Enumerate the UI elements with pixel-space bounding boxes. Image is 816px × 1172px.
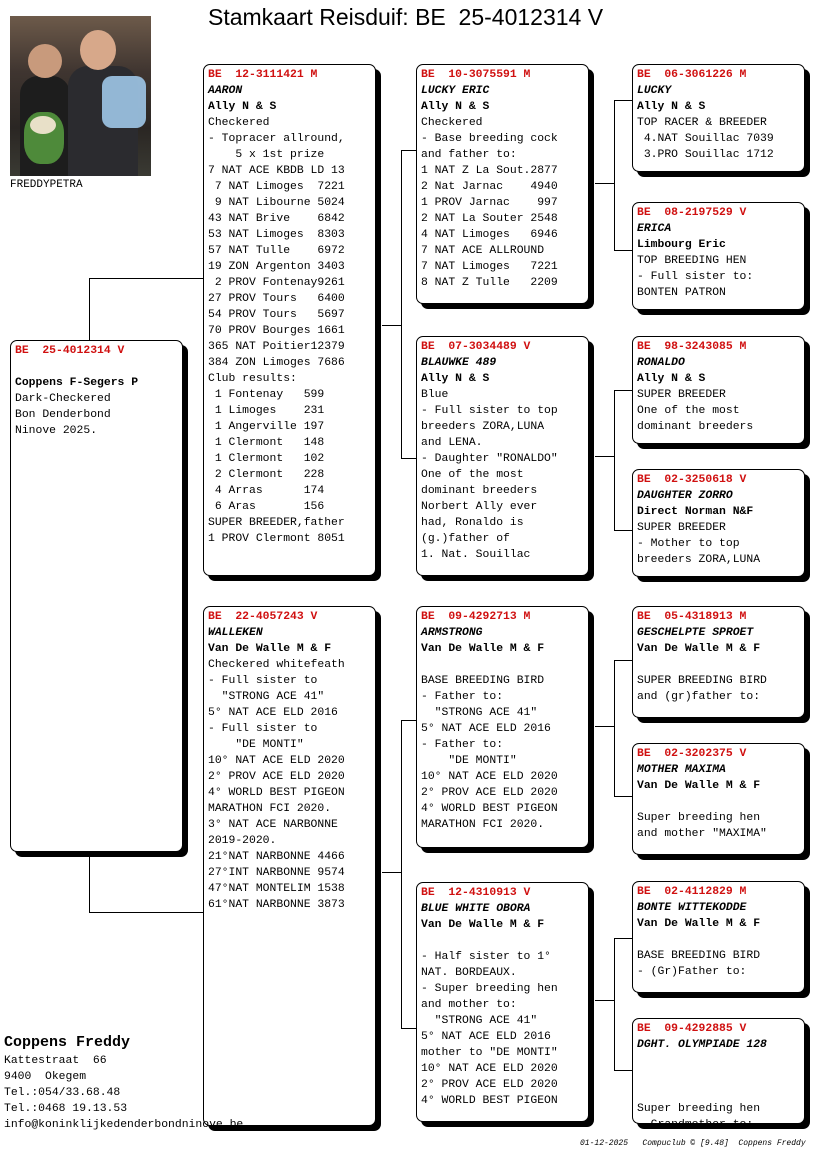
pedigree-line: and (gr)father to:: [637, 691, 761, 703]
ring-number: BE 09-4292713 M: [421, 611, 531, 623]
pedigree-line: One of the most: [637, 405, 740, 417]
pigeon-name: MOTHER MAXIMA: [637, 764, 726, 776]
pedigree-line: dominant breeders: [421, 485, 538, 497]
breeder-name: Ally N & S: [637, 101, 706, 113]
pedigree-line: - Full sister to: [208, 675, 318, 687]
pedigree-line: 7 NAT ACE KBDB LD 13: [208, 165, 345, 177]
pedigree-line: [421, 933, 584, 949]
connector-line: [89, 912, 205, 913]
connector-line: [614, 660, 615, 796]
pedigree-line: 1 NAT Z La Sout.2877: [421, 165, 558, 177]
owner-email[interactable]: info@koninklijkedenderbondninove.be: [4, 1119, 244, 1131]
pigeon-name: [15, 359, 178, 375]
pedigree-line: 7 NAT ACE ALLROUND: [421, 245, 545, 257]
pedigree-line: Checkered: [421, 117, 483, 129]
pedigree-line: TOP RACER & BREEDER: [637, 117, 767, 129]
pedigree-line: and father to:: [421, 149, 517, 161]
pedigree-line: Checkered whitefeath: [208, 659, 345, 671]
pedigree-line: 4 Arras 174: [208, 485, 325, 497]
pigeon-name: LUCKY ERIC: [421, 85, 490, 97]
pigeon-name: ARMSTRONG: [421, 627, 483, 639]
pigeon-name: DAUGHTER ZORRO: [637, 490, 733, 502]
breeder-name: Ally N & S: [421, 101, 490, 113]
pedigree-line: - Daughter "RONALDO": [421, 453, 558, 465]
pigeon-card-dam-dam-sire: [632, 881, 805, 993]
pedigree-line: "STRONG ACE 41": [421, 707, 538, 719]
pedigree-line: 2 NAT La Souter 2548: [421, 213, 558, 225]
connector-line: [401, 720, 402, 1028]
pedigree-line: Checkered: [208, 117, 270, 129]
pedigree-line: 1 PROV Clermont 8051: [208, 533, 345, 545]
pedigree-line: TOP BREEDING HEN: [637, 255, 747, 267]
ring-number: BE 02-4112829 M: [637, 886, 747, 898]
owner-mobile: Tel.:0468 19.13.53: [4, 1103, 128, 1115]
pedigree-line: 3° NAT ACE NARBONNE: [208, 819, 338, 831]
pigeon-card-sire-sire: [416, 64, 589, 304]
pigeon-name: LUCKY: [637, 85, 672, 97]
breeder-name: Van De Walle M & F: [421, 643, 545, 655]
pedigree-line: "STRONG ACE 41": [208, 691, 325, 703]
pedigree-line: BASE BREEDING BIRD: [637, 950, 761, 962]
pedigree-line: [421, 657, 584, 673]
pedigree-line: 1 Angerville 197: [208, 421, 325, 433]
pedigree-line: and mother to:: [421, 999, 517, 1011]
pedigree-line: 19 ZON Argenton 3403: [208, 261, 345, 273]
connector-line: [614, 530, 634, 531]
pedigree-line: NAT. BORDEAUX.: [421, 967, 517, 979]
connector-line: [595, 1000, 615, 1001]
pedigree-line: SUPER BREEDER: [637, 389, 726, 401]
owner-address-city: 9400 Okegem: [4, 1071, 87, 1083]
ring-number: BE 22-4057243 V: [208, 611, 318, 623]
pedigree-line: 5 x 1st prize: [208, 149, 325, 161]
pedigree-line: 4° WORLD BEST PIGEON: [421, 803, 558, 815]
pedigree-line: "STRONG ACE 41": [421, 1015, 538, 1027]
breeder-name: Limbourg Eric: [637, 239, 726, 251]
pedigree-line: BASE BREEDING BIRD: [421, 675, 545, 687]
pedigree-line: MARATHON FCI 2020.: [208, 803, 332, 815]
connector-line: [614, 938, 634, 939]
ring-number: BE 06-3061226 M: [637, 69, 747, 81]
pigeon-name: RONALDO: [637, 357, 685, 369]
connector-line: [614, 660, 634, 661]
pedigree-line: 2019-2020.: [208, 835, 277, 847]
breeder-name: Van De Walle M & F: [421, 919, 545, 931]
connector-line: [89, 278, 205, 279]
pedigree-line: - Father to:: [421, 739, 504, 751]
pedigree-line: 8 NAT Z Tulle 2209: [421, 277, 558, 289]
connector-line: [595, 726, 615, 727]
pedigree-line: - Grandmother to:: [637, 1119, 754, 1131]
pedigree-line: 7 NAT Limoges 7221: [208, 181, 345, 193]
pigeon-card-dam-sire-dam: [632, 743, 805, 855]
pedigree-line: - Half sister to 1°: [421, 951, 551, 963]
pedigree-line: 61°NAT NARBONNE 3873: [208, 899, 345, 911]
connector-line: [595, 183, 615, 184]
ring-number: BE 02-3202375 V: [637, 748, 747, 760]
pedigree-line: BONTEN PATRON: [637, 287, 726, 299]
pedigree-line: - Father to:: [421, 691, 504, 703]
connector-line: [89, 852, 90, 912]
pedigree-line: 2° PROV ACE ELD 2020: [421, 787, 558, 799]
pedigree-line: Super breeding hen: [637, 812, 761, 824]
pedigree-line: 54 PROV Tours 5697: [208, 309, 345, 321]
pedigree-line: - Topracer allround,: [208, 133, 345, 145]
pedigree-line: 70 PROV Bourges 1661: [208, 325, 345, 337]
connector-line: [614, 390, 615, 530]
pedigree-line: 4° WORLD BEST PIGEON: [421, 1095, 558, 1107]
pedigree-line: breeders ZORA,LUNA: [421, 421, 545, 433]
pedigree-line: (g.)father of: [421, 533, 510, 545]
breeder-name: Ally N & S: [421, 373, 490, 385]
ring-number: BE 98-3243085 M: [637, 341, 747, 353]
pedigree-line: 1 Fontenay 599: [208, 389, 325, 401]
breeder-name: [637, 1053, 800, 1069]
owner-name: Coppens Freddy: [4, 1034, 131, 1051]
owner-contact-block: [4, 1034, 243, 1133]
ring-number: BE 25-4012314 V: [15, 345, 125, 357]
pedigree-line: SUPER BREEDER,father: [208, 517, 345, 529]
pedigree-line: 2° PROV ACE ELD 2020: [208, 771, 345, 783]
connector-line: [595, 456, 615, 457]
pedigree-line: "DE MONTI": [208, 739, 304, 751]
pedigree-line: 5° NAT ACE ELD 2016: [421, 723, 551, 735]
pedigree-line: SUPER BREEDER: [637, 522, 726, 534]
pedigree-line: 384 ZON Limoges 7686: [208, 357, 345, 369]
ring-number: BE 02-3250618 V: [637, 474, 747, 486]
connector-line: [614, 796, 634, 797]
pedigree-line: breeders ZORA,LUNA: [637, 554, 761, 566]
pedigree-line: Norbert Ally ever: [421, 501, 538, 513]
pedigree-line: 10° NAT ACE ELD 2020: [421, 1063, 558, 1075]
pedigree-line: - Mother to top: [637, 538, 740, 550]
pigeon-name: ERICA: [637, 223, 672, 235]
pigeon-name: BONTE WITTEKODDE: [637, 902, 747, 914]
owner-address-street: Kattestraat 66: [4, 1055, 107, 1067]
pedigree-line: 1 Clermont 102: [208, 453, 325, 465]
breeder-name: Ally N & S: [208, 101, 277, 113]
pedigree-line: 53 NAT Limoges 8303: [208, 229, 345, 241]
footer-credits: 01-12-2025 Compuclub © [9.48] Coppens Freddy: [580, 1139, 806, 1148]
pedigree-line: [637, 932, 800, 948]
pedigree-line: SUPER BREEDING BIRD: [637, 675, 767, 687]
breeder-name: Van De Walle M & F: [637, 780, 761, 792]
pedigree-line: 1 Clermont 148: [208, 437, 325, 449]
pedigree-line: 43 NAT Brive 6842: [208, 213, 345, 225]
pedigree-line: 365 NAT Poitier12379: [208, 341, 345, 353]
pedigree-line: 1. Nat. Souillac: [421, 549, 531, 561]
pedigree-line: Bon Denderbond: [15, 409, 111, 421]
pedigree-line: 10° NAT ACE ELD 2020: [208, 755, 345, 767]
pedigree-line: and LENA.: [421, 437, 483, 449]
pigeon-name: AARON: [208, 85, 243, 97]
ring-number: BE 07-3034489 V: [421, 341, 531, 353]
pedigree-line: mother to "DE MONTI": [421, 1047, 558, 1059]
pedigree-line: - (Gr)Father to:: [637, 966, 747, 978]
pedigree-line: Super breeding hen: [637, 1103, 761, 1115]
pedigree-line: [637, 1069, 800, 1085]
photo-caption: FREDDYPETRA: [10, 179, 83, 191]
pigeon-name: WALLEKEN: [208, 627, 263, 639]
pedigree-line: - Full sister to:: [637, 271, 754, 283]
pedigree-line: 27 PROV Tours 6400: [208, 293, 345, 305]
pedigree-line: One of the most: [421, 469, 524, 481]
pedigree-line: 2° PROV ACE ELD 2020: [421, 1079, 558, 1091]
connector-line: [89, 278, 90, 341]
pedigree-line: 4° WORLD BEST PIGEON: [208, 787, 345, 799]
pedigree-line: 9 NAT Libourne 5024: [208, 197, 345, 209]
pedigree-line: - Super breeding hen: [421, 983, 558, 995]
ring-number: BE 10-3075591 M: [421, 69, 531, 81]
pedigree-line: Ninove 2025.: [15, 425, 98, 437]
pedigree-line: 2 Clermont 228: [208, 469, 325, 481]
pedigree-line: 10° NAT ACE ELD 2020: [421, 771, 558, 783]
connector-line: [614, 1070, 634, 1071]
pedigree-line: 27°INT NARBONNE 9574: [208, 867, 345, 879]
pedigree-line: 6 Aras 156: [208, 501, 325, 513]
pedigree-line: "DE MONTI": [421, 755, 517, 767]
pedigree-line: 1 PROV Jarnac 997: [421, 197, 558, 209]
pedigree-line: - Base breeding cock: [421, 133, 558, 145]
ring-number: BE 12-3111421 M: [208, 69, 318, 81]
pigeon-card-dam-dam-dam: [632, 1018, 805, 1131]
pedigree-line: [637, 1085, 800, 1101]
pedigree-line: 4.NAT Souillac 7039: [637, 133, 774, 145]
connector-line: [614, 938, 615, 1070]
pedigree-line: Club results:: [208, 373, 297, 385]
breeder-name: Van De Walle M & F: [637, 918, 761, 930]
pigeon-name: DGHT. OLYMPIADE 128: [637, 1039, 767, 1051]
pedigree-line: 57 NAT Tulle 6972: [208, 245, 345, 257]
pigeon-card-sire-dam-sire: [632, 336, 805, 444]
pedigree-line: 5° NAT ACE ELD 2016: [421, 1031, 551, 1043]
pedigree-line: dominant breeders: [637, 421, 754, 433]
pedigree-line: 5° NAT ACE ELD 2016: [208, 707, 338, 719]
pedigree-line: 1 Limoges 231: [208, 405, 325, 417]
pedigree-line: [637, 794, 800, 810]
ring-number: BE 09-4292885 V: [637, 1023, 747, 1035]
pigeon-card-subject: [10, 340, 183, 852]
pigeon-card-sire-dam: [416, 336, 589, 576]
pigeon-card-dam-dam: [416, 882, 589, 1122]
pigeon-name: BLUE WHITE OBORA: [421, 903, 531, 915]
pedigree-line: Blue: [421, 389, 449, 401]
pedigree-line: 21°NAT NARBONNE 4466: [208, 851, 345, 863]
pedigree-line: and mother "MAXIMA": [637, 828, 767, 840]
pigeon-name: BLAUWKE 489: [421, 357, 497, 369]
ring-number: BE 08-2197529 V: [637, 207, 747, 219]
pigeon-name: GESCHELPTE SPROET: [637, 627, 754, 639]
pigeon-card-sire-sire-sire: [632, 64, 805, 172]
pedigree-line: [637, 657, 800, 673]
connector-line: [614, 250, 634, 251]
pedigree-line: 3.PRO Souillac 1712: [637, 149, 774, 161]
connector-line: [614, 390, 634, 391]
pigeon-card-dam-sire: [416, 606, 589, 848]
pedigree-line: 2 Nat Jarnac 4940: [421, 181, 558, 193]
pedigree-line: 47°NAT MONTELIM 1538: [208, 883, 345, 895]
page-title: Stamkaart Reisduif: BE 25-4012314 V: [208, 4, 604, 30]
breeder-name: Ally N & S: [637, 373, 706, 385]
owner-phone: Tel.:054/33.68.48: [4, 1087, 121, 1099]
breeder-name: Van De Walle M & F: [208, 643, 332, 655]
pedigree-line: 2 PROV Fontenay9261: [208, 277, 345, 289]
pigeon-card-sire-dam-dam: [632, 469, 805, 577]
pedigree-line: Dark-Checkered: [15, 393, 111, 405]
pedigree-line: 4 NAT Limoges 6946: [421, 229, 558, 241]
breeder-name: Van De Walle M & F: [637, 643, 761, 655]
breeder-name: Direct Norman N&F: [637, 506, 754, 518]
pigeon-card-dam-sire-sire: [632, 606, 805, 718]
connector-line: [401, 150, 402, 458]
pedigree-line: 7 NAT Limoges 7221: [421, 261, 558, 273]
pigeon-card-sire-sire-dam: [632, 202, 805, 310]
pedigree-line: - Full sister to: [208, 723, 318, 735]
breeder-name: Coppens F-Segers P: [15, 377, 139, 389]
pedigree-line: MARATHON FCI 2020.: [421, 819, 545, 831]
pedigree-line: had, Ronaldo is: [421, 517, 524, 529]
pedigree-line: - Full sister to top: [421, 405, 558, 417]
ring-number: BE 05-4318913 M: [637, 611, 747, 623]
connector-line: [382, 872, 402, 873]
connector-line: [614, 100, 634, 101]
pigeon-card-sire: [203, 64, 376, 576]
connector-line: [382, 325, 402, 326]
ring-number: BE 12-4310913 V: [421, 887, 531, 899]
connector-line: [614, 100, 615, 250]
owner-photo: [10, 16, 151, 176]
